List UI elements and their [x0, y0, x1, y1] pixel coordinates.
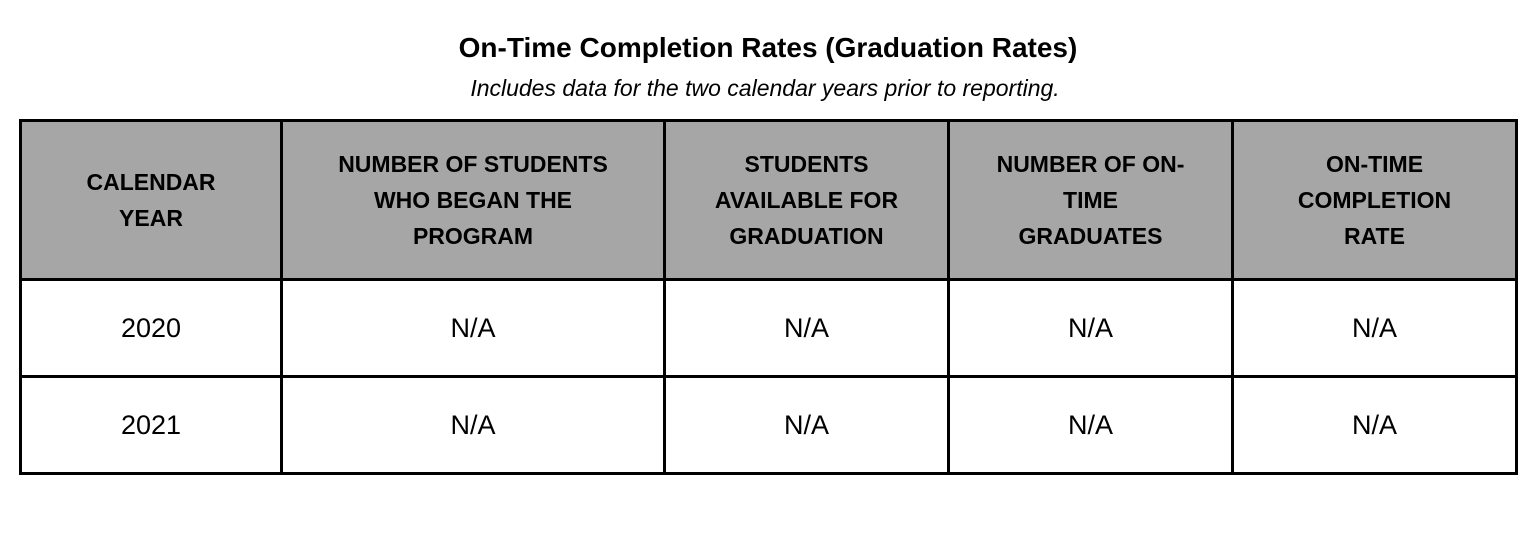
header-students-available: STUDENTS AVAILABLE FOR GRADUATION: [665, 121, 949, 280]
cell-students-began: N/A: [282, 377, 665, 474]
cell-students-available: N/A: [665, 377, 949, 474]
table-row: [21, 280, 1517, 377]
cell-on-time-graduates: N/A: [949, 377, 1233, 474]
cell-year: 2020: [21, 280, 282, 377]
header-completion-rate: ON-TIME COMPLETION RATE: [1233, 121, 1517, 280]
cell-students-available: N/A: [665, 280, 949, 377]
cell-completion-rate: N/A: [1233, 280, 1517, 377]
header-students-began-program: NUMBER OF STUDENTS WHO BEGAN THE PROGRAM: [282, 121, 665, 280]
header-on-time-graduates: NUMBER OF ON-TIME GRADUATES: [949, 121, 1233, 280]
page-subtitle: Includes data for the two calendar years prior to reporting.: [470, 75, 1060, 101]
cell-year: 2021: [21, 377, 282, 474]
cell-completion-rate: N/A: [1233, 377, 1517, 474]
table-header-row: [21, 121, 1517, 280]
table-row: [21, 377, 1517, 474]
cell-on-time-graduates: N/A: [949, 280, 1233, 377]
completion-rates-table: [19, 119, 1518, 475]
page-title: On-Time Completion Rates (Graduation Rates): [458, 32, 1078, 63]
header-calendar-year: CALENDAR YEAR: [21, 121, 282, 280]
cell-students-began: N/A: [282, 280, 665, 377]
